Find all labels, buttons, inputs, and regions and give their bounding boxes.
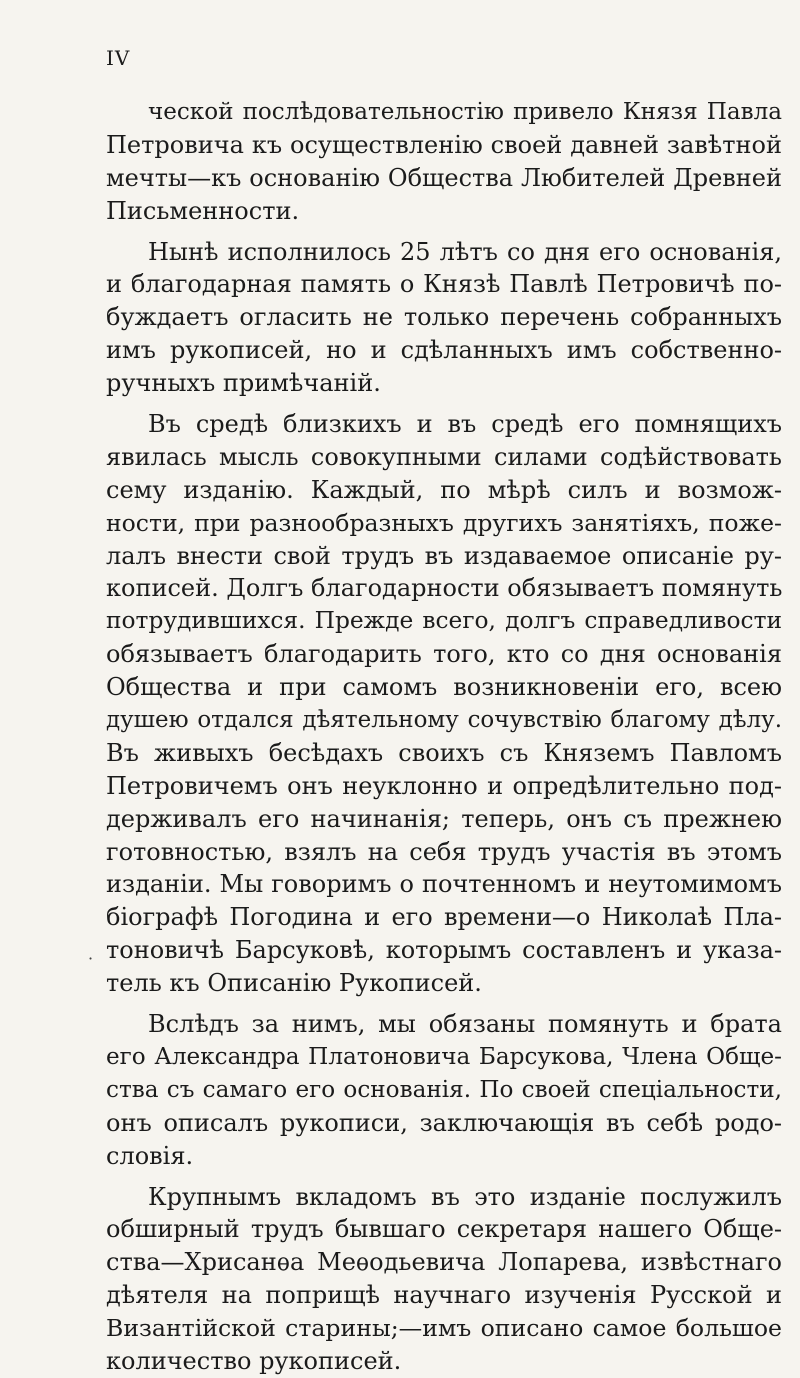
text-line: тель къ Описанію Рукописей. <box>106 969 482 998</box>
text-line: душею отдался дѣятельному сочувствію благому дѣлу. <box>106 707 782 734</box>
text-line: словія. <box>106 1141 194 1170</box>
text-line: Въ живыхъ бесѣдахъ своихъ съ Княземъ Павломъ <box>106 738 782 767</box>
paragraph-gap <box>106 400 782 408</box>
paragraph <box>106 1181 782 1378</box>
text-line: Нынѣ исполнилось 25 лѣтъ со дня его основанія, <box>148 237 782 266</box>
text-line: Общества и при самомъ возникновеніи его, всею <box>106 673 782 702</box>
text-line: ручныхъ примѣчаній. <box>106 369 381 398</box>
text-line: его Александра Платоновича Барсукова, Члена Обще- <box>106 1043 782 1070</box>
paragraph <box>106 1008 782 1172</box>
text-line: Крупнымъ вкладомъ въ это изданіе послужилъ <box>148 1182 782 1211</box>
text-line: Письменности. <box>106 196 300 225</box>
text-line: обязываетъ благодарить того, кто со дня основанія <box>106 640 782 669</box>
text-line: обширный трудъ бывшаго секретаря нашего Обще- <box>106 1215 782 1244</box>
paragraph <box>106 236 782 400</box>
text-line: явилась мысль совокупными силами содѣйствовать <box>106 442 782 471</box>
paragraph-gap <box>106 228 782 236</box>
text-line: готовностью, взялъ на себя трудъ участія въ этомъ <box>106 837 782 866</box>
body-text <box>106 96 782 1378</box>
paragraph <box>106 96 782 228</box>
text-line: Византійской старины;—имъ описано самое большое <box>106 1314 782 1343</box>
text-line: буждаетъ огласить не только перечень собранныхъ <box>106 303 782 332</box>
text-line: ности, при разнообразныхъ другихъ занятіяхъ, поже- <box>106 508 782 537</box>
text-line: сему изданію. Каждый, по мѣрѣ силъ и возмож- <box>106 475 782 504</box>
text-line: изданіи. Мы говоримъ о почтенномъ и неутомимомъ <box>106 870 782 899</box>
text-line: потрудившихся. Прежде всего, долгъ справедливости <box>106 607 782 635</box>
paragraph-gap <box>106 1000 782 1008</box>
text-line: онъ описалъ рукописи, заключающія въ себѣ родо- <box>106 1108 782 1137</box>
text-line: ства съ самаго его основанія. По своей спеціальности, <box>106 1076 782 1103</box>
text-line: дѣятеля на поприщѣ научнаго изученія Русской и <box>106 1281 782 1310</box>
text-line: количество рукописей. <box>106 1346 402 1375</box>
text-line: біографѣ Погодина и его времени—о Николаѣ Пла- <box>106 903 782 932</box>
paragraph <box>106 408 782 1000</box>
text-line: имъ рукописей, но и сдѣланныхъ имъ собственно- <box>106 336 782 365</box>
page-number: IV <box>106 46 131 70</box>
text-line: Вслѣдъ за нимъ, мы обязаны помянуть и брата <box>148 1010 782 1039</box>
text-line: лалъ внести свой трудъ въ издаваемое описаніе ру- <box>106 541 782 570</box>
text-line: Петровичемъ онъ неуклонно и опредѣлительно под- <box>106 771 782 800</box>
text-line: мечты—къ основанію Общества Любителей Древней <box>106 163 782 192</box>
text-line: и благодарная память о Князѣ Павлѣ Петровичѣ по- <box>106 270 782 299</box>
text-line: Въ средѣ близкихъ и въ средѣ его помнящихъ <box>148 410 782 439</box>
margin-mark: · <box>88 949 94 968</box>
text-line: тоновичѣ Барсуковѣ, которымъ составленъ и указа- <box>106 936 782 965</box>
paragraph-gap <box>106 1173 782 1181</box>
text-line: ства—Хрисанѳа Меѳодьевича Лопарева, извѣстнаго <box>106 1248 782 1277</box>
text-line: ческой послѣдовательностію привело Князя Павла <box>148 99 782 125</box>
text-line: держивалъ его начинанія; теперь, онъ съ прежнею <box>106 804 782 833</box>
text-line: Петровича къ осуществленію своей давней завѣтной <box>106 130 782 159</box>
text-line: кописей. Долгъ благодарности обязываетъ помянуть <box>106 574 782 603</box>
